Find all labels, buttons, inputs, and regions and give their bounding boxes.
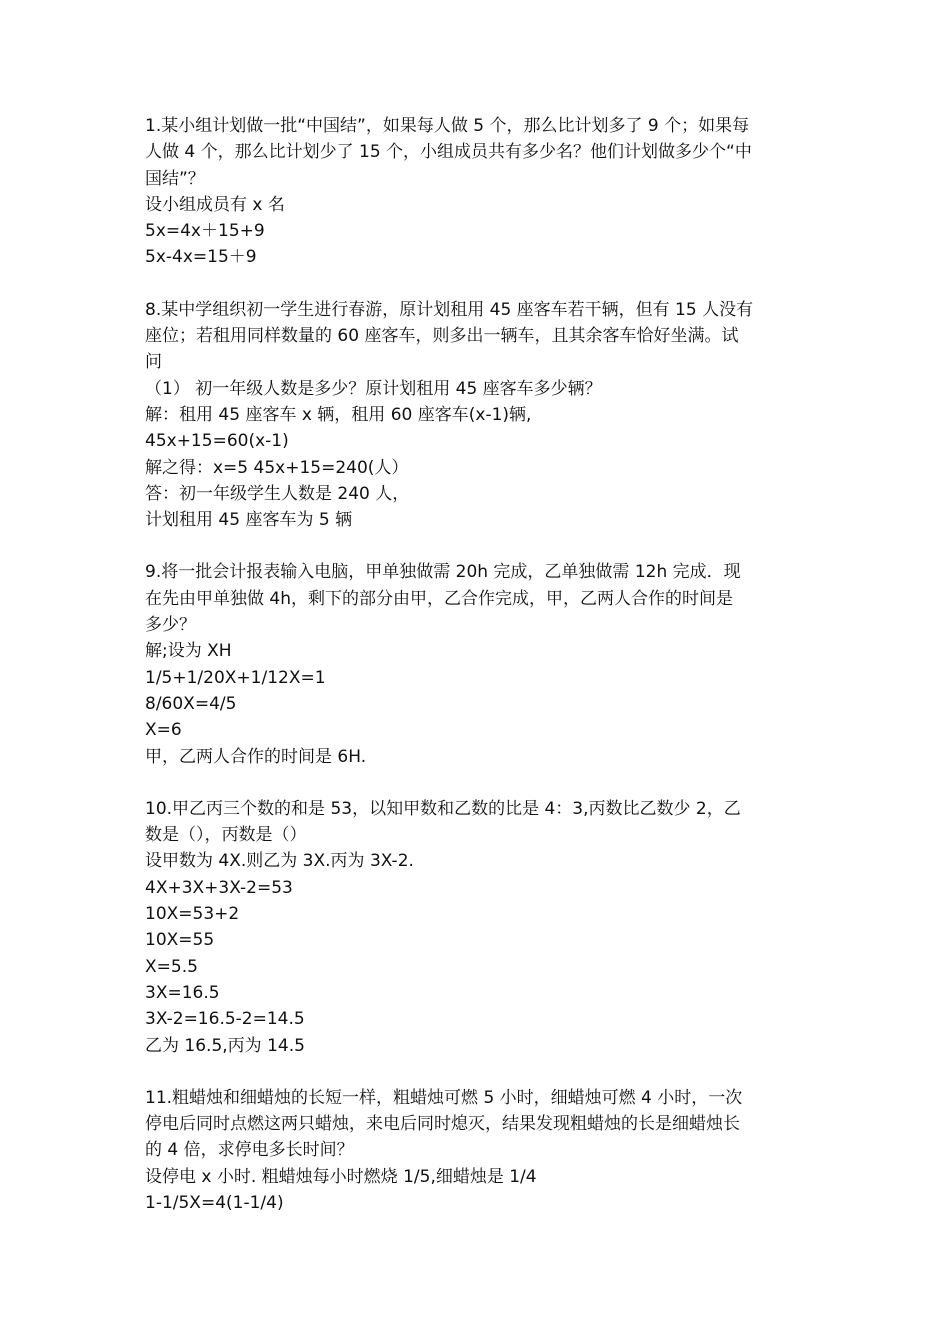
solution-line: 5x=4x＋15+9 (145, 221, 265, 242)
solution-line: 设停电 x 小时. 粗蜡烛每小时燃烧 1/5,细蜡烛是 1/4 (145, 1166, 537, 1187)
problem-line: 9.将一批会计报表输入电脑，甲单独做需 20h 完成，乙单独做需 12h 完成．现 (145, 562, 741, 583)
solution-line: 设小组成员有 x 名 (145, 194, 285, 215)
problem-1 (145, 113, 813, 271)
solution-line: 4X+3X+3X-2=53 (145, 877, 293, 898)
problem-line: 的 4 倍，求停电多长时间？ (145, 1140, 354, 1161)
problem-line: 问 (145, 352, 162, 373)
solution-line: 3X=16.5 (145, 982, 220, 1003)
problem-line: 座位；若租用同样数量的 60 座客车，则多出一辆车，且其余客车恰好坐满。试 (145, 326, 739, 347)
problem-8 (145, 297, 813, 534)
solution-line: 甲，乙两人合作的时间是 6H. (145, 746, 367, 767)
paragraph-gap (145, 533, 813, 559)
problem-line: 10.甲乙丙三个数的和是 53，以知甲数和乙数的比是 4：3,丙数比乙数少 2，乙 (145, 798, 741, 819)
solution-line: 解;设为 XH (145, 641, 232, 662)
solution-line: 乙为 16.5,丙为 14.5 (145, 1035, 305, 1056)
paragraph-gap (145, 1059, 813, 1085)
paragraph-gap (145, 271, 813, 297)
solution-line: 计划租用 45 座客车为 5 辆 (145, 510, 353, 531)
document-page (145, 113, 813, 1216)
problem-line: 多少？ (145, 615, 196, 636)
solution-line: 解：租用 45 座客车 x 辆，租用 60 座客车(x-1)辆, (145, 404, 532, 425)
solution-line: 45x+15=60(x-1) (145, 431, 289, 452)
problem-line: 数是（），丙数是（） (145, 825, 307, 846)
problem-line: 11.粗蜡烛和细蜡烛的长短一样，粗蜡烛可燃 5 小时，细蜡烛可燃 4 小时，一次 (145, 1087, 743, 1108)
problem-line: 停电后同时点燃这两只蜡烛，来电后同时熄灭，结果发现粗蜡烛的长是细蜡烛长 (145, 1114, 740, 1135)
solution-line: 1/5+1/20X+1/12X=1 (145, 667, 326, 688)
problem-11 (145, 1085, 813, 1216)
solution-line: 3X-2=16.5-2=14.5 (145, 1009, 305, 1030)
solution-line: 设甲数为 4X.则乙为 3X.丙为 3X-2. (145, 851, 414, 872)
solution-line: 5x-4x=15＋9 (145, 247, 257, 268)
problem-line: 8.某中学组织初一学生进行春游，原计划租用 45 座客车若干辆，但有 15 人没有 (145, 299, 754, 320)
problem-line: 人做 4 个，那么比计划少了 15 个，小组成员共有多少名？他们计划做多少个“中 (145, 142, 752, 163)
solution-line: 解之得：x=5 45x+15=240(人） (145, 457, 409, 478)
problem-9 (145, 559, 813, 769)
problem-line: 在先由甲单独做 4h，剩下的部分由甲，乙合作完成，甲，乙两人合作的时间是 (145, 588, 733, 609)
solution-line: 8/60X=4/5 (145, 693, 237, 714)
problem-line: （1） 初一年级人数是多少？原计划租用 45 座客车多少辆？ (145, 378, 602, 399)
problem-10 (145, 796, 813, 1059)
problem-line: 国结”？ (145, 168, 205, 189)
problem-line: 1.某小组计划做一批“中国结”，如果每人做 5 个，那么比计划多了 9 个；如果每 (145, 116, 750, 136)
solution-line: 10X=53+2 (145, 904, 240, 925)
solution-line: X=5.5 (145, 956, 198, 977)
solution-line: 10X=55 (145, 930, 215, 951)
paragraph-gap (145, 770, 813, 796)
solution-line: 1-1/5X=4(1-1/4) (145, 1192, 284, 1213)
solution-line: X=6 (145, 720, 182, 741)
solution-line: 答：初一年级学生人数是 240 人， (145, 483, 410, 504)
